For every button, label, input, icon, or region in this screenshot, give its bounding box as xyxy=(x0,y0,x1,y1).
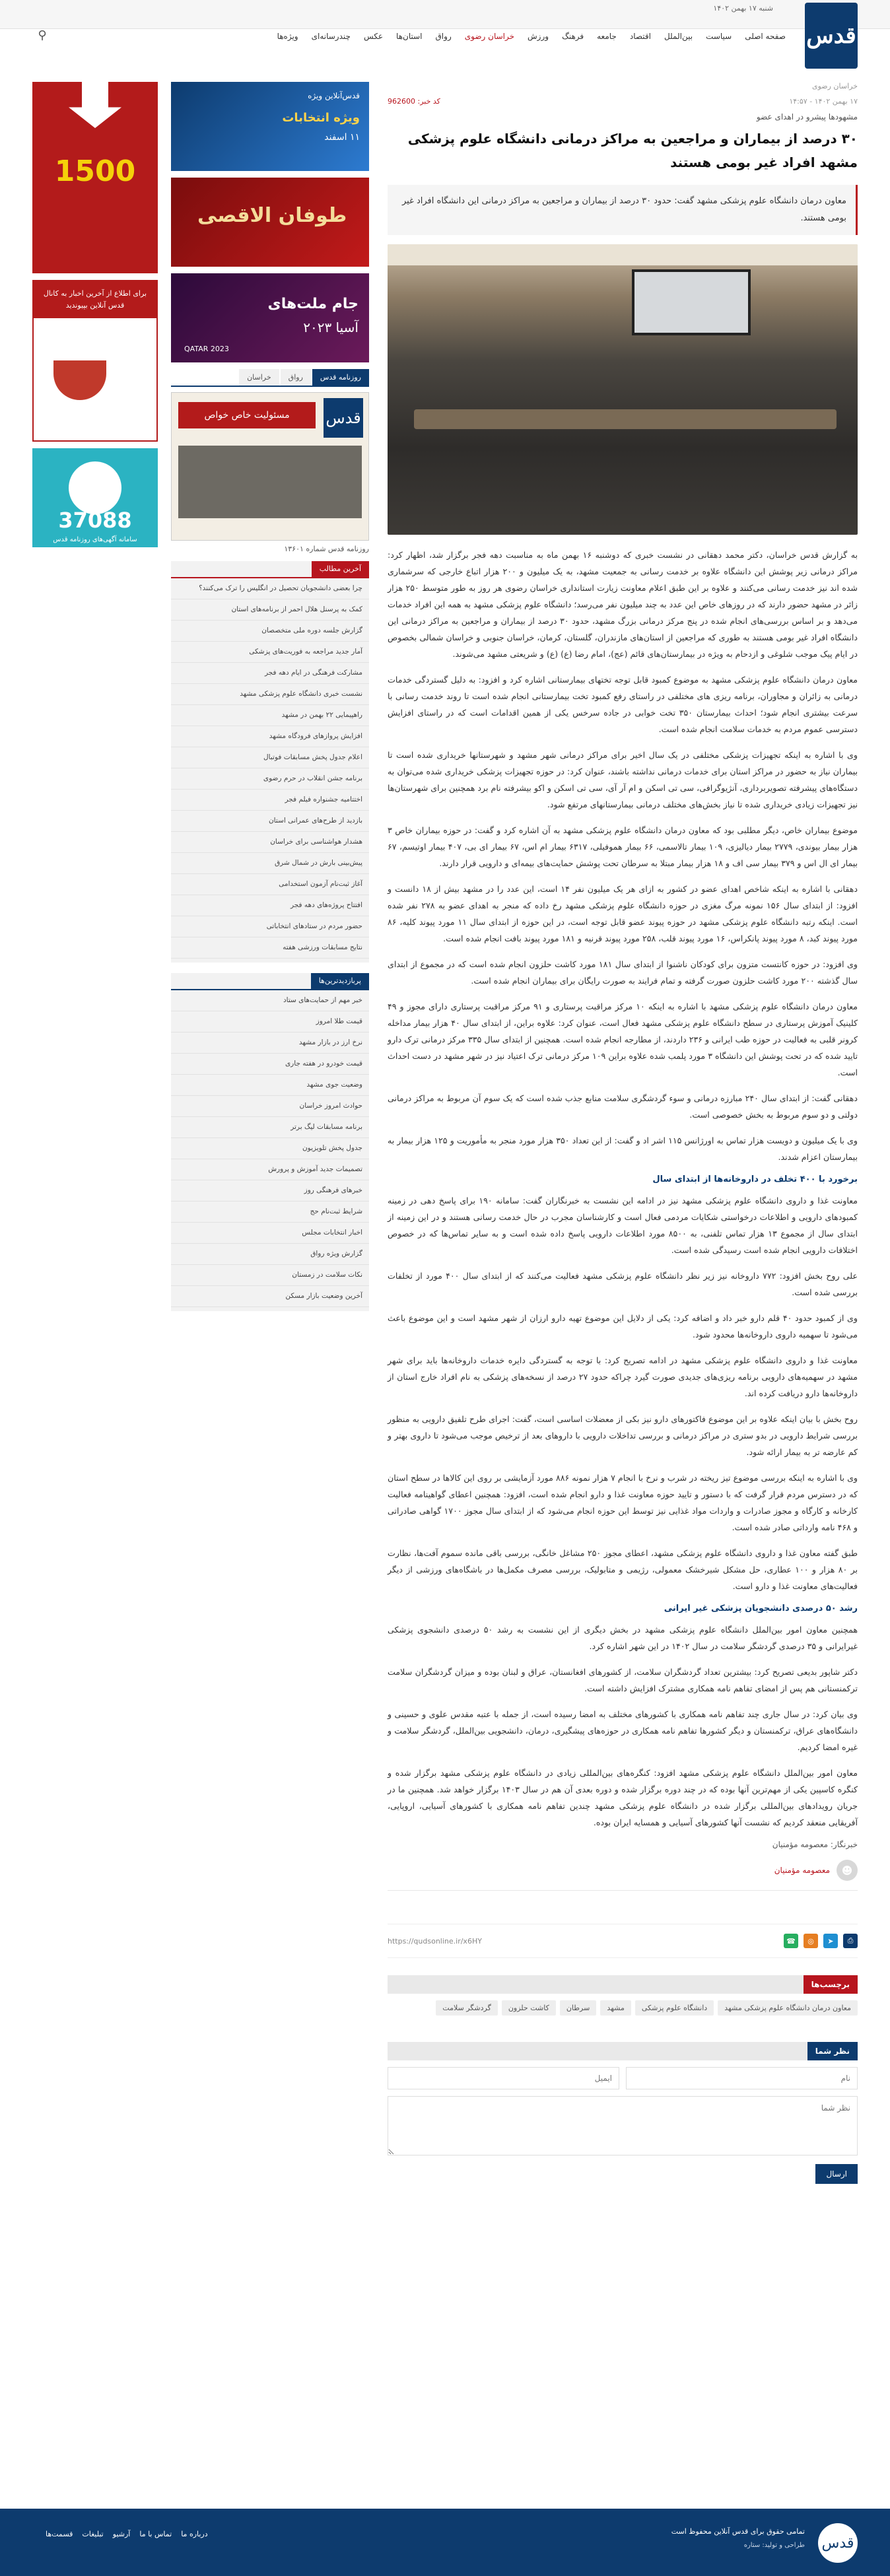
breadcrumb[interactable]: خراسان رضوی xyxy=(811,82,858,90)
list-item[interactable]: راهپیمایی ۲۲ بهمن در مشهد xyxy=(171,705,369,726)
body-paragraph: دهقانی با اشاره به اینکه شاخص اهدای عضو در کشور به ازای هر یک میلیون نفر ۱۴ است، این عدد را در مشهد بیش از ۱۸ دانست و افزود: از ابتدای سال ۱۵۶ نمونه مرگ مغزی در حوزه دانشگاه علوم پزشکی مشهد رخ داده که منجر به اهدای عضو به ۲۷۸ نفر شده است. اینکه رتبه دانشگاه علوم پزشکی مشهد در حوزه پیوند عضو قابل توجه است، در این حوزه از ابتدای سال ۱۱ مورد پیوند کلیه، ۸۶ مورد پیوند کبد، ۸ مورد پیوند پانکراس، ۱۶ مورد پیوند قلب، ۲۵۸ مورد پیوند قرنیه و ۱۸۱ مورد پیوند بافت انجام شده است. xyxy=(388,884,858,943)
whatsapp-icon[interactable]: ☎ xyxy=(784,1934,798,1948)
body-paragraph: وی با اشاره به اینکه بررسی موضوع تیز ریخته در شرب و نرخ با انجام ۷ هزار نمونه ۸۸۶ مورد آزمایشی بر روی این کالاها در سطح استان که در دسترس مردم قرار گرفت که با دستور و تایید حوزه معاونت غذا و دارو انجام شده است، افزود: همچنین اعطای گواهینامه فعالیت کارخانه و کارگاه و مجوز صادرات و واردات مواد غذایی نیز توسط این حوزه انجام می‌شود که از ابتدای سال مجوز ۱۷۰۰ گواهی صادراتی و ۴۶۸ نامه وارداتی صادر شده است. xyxy=(388,1473,858,1532)
avatar: ☻ xyxy=(837,1860,858,1881)
search-icon[interactable]: ⚲ xyxy=(38,28,47,42)
list-item[interactable]: اختتامیه جشنواره فیلم فجر xyxy=(171,790,369,811)
popular-list xyxy=(171,990,369,1307)
footer-link[interactable]: تماس با ما xyxy=(139,2530,172,2538)
newspaper-tab[interactable]: رواق xyxy=(281,369,311,386)
body-paragraph: وی با یک میلیون و دویست هزار تماس به اورژانس ۱۱۵ اشر اد و گفت: از این تعداد ۳۵۰ هزار مورد منجر به مأموریت و ۱۲۵ هزار بیمار به بیمارستان اعزام شدند. xyxy=(388,1135,858,1162)
list-item[interactable]: بازدید از طرح‌های عمرانی استان xyxy=(171,811,369,832)
nav-item[interactable]: چندرسانه‌ای xyxy=(311,32,351,41)
list-item[interactable]: چرا بعضی دانشجویان تحصیل در انگلیس را ترک می‌کنند؟ xyxy=(171,578,369,599)
short-link[interactable]: https://qudsonline.ir/x6HY xyxy=(388,1936,482,1946)
latest-title: آخرین مطالب xyxy=(312,561,369,577)
nav-item[interactable]: استان‌ها xyxy=(396,32,423,41)
photo-screen xyxy=(632,269,751,335)
name-field[interactable] xyxy=(626,2067,858,2089)
newspaper-photo xyxy=(178,446,362,518)
ad-banner-election[interactable]: قدس‌آنلاین ویژه ویژه انتخابات ۱۱ اسفند xyxy=(171,82,369,171)
nav-item[interactable]: اقتصاد xyxy=(629,32,651,41)
tag-item[interactable]: سرطان xyxy=(560,2000,596,2016)
popular-title: پربازدیدترین‌ها xyxy=(311,973,369,989)
footer-link[interactable]: قسمت‌ها xyxy=(46,2530,73,2538)
article-lead: معاون درمان دانشگاه علوم پزشکی مشهد گفت: حدود ۳۰ درصد از بیماران و مراجعین به مراکز درمانی این دانشگاه افراد غیر بومی هستند. xyxy=(388,185,858,235)
tags-list xyxy=(388,2000,858,2016)
footer-links xyxy=(46,2530,208,2538)
nav-item[interactable]: سیاست xyxy=(706,32,732,41)
newspaper-tab[interactable]: روزنامه قدس xyxy=(312,369,369,386)
nav-item[interactable]: ویژه‌ها xyxy=(277,32,298,41)
arrow-icon xyxy=(69,82,121,128)
body-paragraphs-3 xyxy=(388,1621,858,1831)
list-item[interactable]: افزایش پروازهای فرودگاه مشهد xyxy=(171,726,369,747)
list-item[interactable]: قیمت طلا امروز xyxy=(171,1011,369,1033)
body-paragraphs-2 xyxy=(388,1192,858,1594)
subheading-1: برخورد با ۴۰۰ تخلف در داروخانه‌ها از ابتدای سال xyxy=(652,1174,858,1184)
body-paragraph: معاون درمان دانشگاه علوم پزشکی مشهد با اشاره به اینکه ۱۰ مرکز مراقبت پرستاری و ۹۱ مرکز مراقبت پرستاری دارای مجوز و ۴۹ کلینیک آموزش پرستاری در سطح دانشگاه علوم پزشکی مشهد فعال است، عنوان کرد: علاوه براین، از ابتدای سال ۴۰ هزار بیمار مداخله کرونر قلبی به فعالیت در حوزه طب ایرانی و ۲۳۶ داردند، از مطارجه انجام شده است. همچنین از ابتدای سال ۳۳۵ مرکز درمانی ترک دارو تایید شده که در تحت پوشش این دانشگاه ۳ مورد پلمب شده علاوه براین ۱۰۹ مرکز درمانی ترک اعتیاد نیز در شهر مشهد در دست احداث است. xyxy=(388,1001,858,1077)
ad-1500[interactable]: 1500 xyxy=(32,82,158,273)
body-paragraph: وی بیان کرد: در سال جاری چند تفاهم نامه همکاری با کشورهای مختلف به امضا رسیده است، از جمله با عتبه مقدس علوی و حسینی و دانشگاه‌های عراق، ترکمنستان و دیگر کشورها تفاهم نامه همکاری در حوزه‌های پیشگیری، درمان، دانشجویی بین‌الملل، گردشگر سلامت و غیره امضا کردیم. xyxy=(388,1709,858,1752)
share-bar xyxy=(388,1924,858,1958)
nav-item[interactable]: ورزش xyxy=(528,32,549,41)
photo-table xyxy=(414,409,837,429)
nav-item[interactable]: فرهنگ xyxy=(562,32,584,41)
article-photo xyxy=(388,244,858,535)
tag-item[interactable]: دانشگاه علوم پزشکی xyxy=(635,2000,714,2016)
face-icon xyxy=(69,461,121,514)
email-field[interactable] xyxy=(388,2067,619,2089)
nav-item[interactable]: رواق xyxy=(435,32,452,41)
list-item[interactable]: نشست خبری دانشگاه علوم پزشکی مشهد xyxy=(171,684,369,705)
footer xyxy=(0,2509,890,2576)
body-paragraph: روح بخش با بیان اینکه علاوه بر این موضوع فاکتور‌های دارو نیز بکی از معضلات اساسی است، گفت: اجرای طرح تلفیق دارویی به منظور بررسی شرایط دارویی در بدو ستری در مراکز درمانی و بررسی تداخلات دارویی با داروهای بعد از ترخیص موجب می‌شود تا داروی بهتر و کم عارضه تر به بیمار ارائه شود. xyxy=(388,1414,858,1457)
list-item[interactable]: گزارش جلسه دوره ملی متخصصان xyxy=(171,621,369,642)
body-paragraph: دکتر شاپور بدیعی تصریح کرد: بیشترین تعداد گردشگران سلامت، از کشورهای افغانستان، عراق و لبنان بوده و میزان گردشگران سلامت ترکمنستانی هم پس از امضای تفاهم نامه همکاری مشترک افزایش داشته است. xyxy=(388,1667,858,1693)
newspaper-tabs xyxy=(171,369,369,387)
tags-title: برچسب‌ها xyxy=(388,1975,858,1994)
ad-telegram-channel[interactable]: برای اطلاع از آخرین اخبار به کانال قدس آنلاین بپیوندید xyxy=(32,280,158,442)
popular-box xyxy=(171,973,369,1311)
photo-ceiling xyxy=(388,244,858,265)
comment-textarea[interactable] xyxy=(388,2096,858,2155)
footer-link[interactable]: تبلیغات xyxy=(82,2530,104,2538)
body-paragraph: علی روح بخش افزود: ۷۷۲ داروخانه نیز زیر نظر دانشگاه علوم پزشکی مشهد فعالیت می‌کنند که از ابتدای سال ۴۰۰ مورد از تخلفات بررسی شده است. xyxy=(388,1271,858,1297)
body-paragraph: به گزارش قدس خراسان، دکتر محمد دهقانی در نشست خبری که دوشنبه ۱۶ بهمن ماه به مناسبت دهه فجر برگزار شد، اظهار کرد: مراکز درمانی زیر پوشش این دانشگاه علاوه بر خدمت رسانی به جمعیت مشهد، به یک میلیون و ۲۰۰ هزار اتباع خارجی که سرشماری شده اند نیز خدمت رسانی می‌کنند و علاوه بر این طبق اعلام معاونت زیارت استانداری خراسان رضوی هر روز به طور متوسط ۲۵۰ هزار زائر در مشهد حضور دارند که در روزهای خاص این عدد به چند میلیون نفر می‌رسد؛ دانشگاه علوم پزشکی مشهد به همه این افراد خدمات می‌دهد و بر اساس بررسی‌های انجام شده در پنج مرکز درمانی بزرگ مشهد، حدود ۳۰ درصد از بیماران و مراجعین به مراکز درمانی این دانشگاه افراد غیر بومی هستند به طوری که مراجعین از استان‌های مازندران، گلستان، کرمان، خراسان جنوبی و خراسان شمالی بخصوص در ایام پیک موجب شلوغی و ازدحام به ویژه در بیمارستان‌های قائم (عج)، امام رضا (ع) (ع) و شریعتی مشهد می‌شوند. xyxy=(388,550,858,659)
list-item[interactable]: حوادث امروز خراسان xyxy=(171,1096,369,1117)
nav-item[interactable]: صفحه اصلی xyxy=(745,32,786,41)
author-name[interactable]: معصومه مؤمنیان xyxy=(774,1866,830,1875)
list-item[interactable]: هشدار هواشناسی برای خراسان xyxy=(171,832,369,853)
main-nav xyxy=(271,28,792,45)
body-paragraph: معاونت غذا و داروی دانشگاه علوم پزشکی مشهد نیز در ادامه این نشست به خبرنگاران گفت: سامانه ۱۹۰ برای پاسخ دهی در زمینه کمبودهای دارویی و اطلاعات درخواستی شکایات مردمی فعال است و کارشناسان مجرب در حال خدمت رسانی هستند و در این زمینه از ابتدای سال از مجموع ۱۳ هزار تماس تلفنی، به ۸۵۰۰ مورد اطلاعات دارویی پاسخ داده شده است و به سایر تماس‌ها که در خصوص اختلافات دارویی انجام شده است رسیدگی شده است. xyxy=(388,1196,858,1255)
list-item[interactable]: آغاز ثبت‌نام آزمون استخدامی xyxy=(171,874,369,895)
list-item[interactable]: آخرین وضعیت بازار مسکن xyxy=(171,1286,369,1307)
body-paragraph: طبق گفته معاون غذا و داروی دانشگاه علوم پزشکی مشهد، اعطای مجوز ۲۵۰ مشاغل خانگی، بررسی باقی مانده سموم آفت‌ها، نظارت بر ۸۰ هزار و ۱۰۰ عطاری، حل مشکل شیرخشک معمولی، رژیمی و متابولیک، بررسی مصرف مکمل‌ها در باشگاه‌های ورزشی از دیگر فعالیت‌های معاونت غذا و دارو است. xyxy=(388,1548,858,1591)
list-item[interactable]: افتتاح پروژه‌های دهه فجر xyxy=(171,895,369,916)
body-paragraph: دهقانی گفت: از ابتدای سال ۲۴۰ مبارزه درمانی و سوء گردشگری سلامت منابع جذب شده است که یک سوم آن مربوط به مراکز درمانی دولتی و دو سوم مربوط به بخش خصوصی است. xyxy=(388,1093,858,1120)
list-item[interactable]: پیش‌بینی بارش در شمال شرق xyxy=(171,853,369,874)
ad-banner-aqsa[interactable]: طوفان الاقصی xyxy=(171,178,369,267)
body-paragraph: موضوع بیماران خاص، دیگر مطلبی بود که معاون درمان دانشگاه علوم پزشکی مشهد به آن اشاره کرد و گفت: در حوزه بیماران خاص ۳ هزار بیمار بیوندی، ۲۷۷۹ بیمار دیالیزی، ۱۰۹ بیمار تالاسمی، ۶۶ بیمار هموفیلی، ۶۳۱۷ بیمار ام اس، ۶۷ بیمار ای بی، ۴۰۷ بیمار اوتیسم، ۶۷ بیمار ای ال اس و ۳۷۹ بیمار سی اف و ۱۸ هزار بیمار مبتلا به سرطان تحت پوشش حمایت‌های بیمه‌ای و دارویی قرار دارند. xyxy=(388,825,858,868)
list-item[interactable]: تصمیمات جدید آموزش و پرورش xyxy=(171,1159,369,1180)
share-icons xyxy=(784,1934,858,1948)
body-paragraph: وی از کمبود حدود ۴۰ قلم دارو خبر داد و اضافه کرد: یکی از دلایل این موضوع تهیه دارو ارزان از شهر مشهد است و این موضوع باعث می‌شود تا سهمیه داروی داروخانه‌ها محدود شود. xyxy=(388,1313,858,1339)
footer-copyright: تمامی حقوق برای قدس آنلاین محفوظ است xyxy=(671,2527,805,2536)
body-paragraph: معاونت غذا و داروی دانشگاه علوم پزشکی مشهد در ادامه تصریح کرد: با توجه به گستردگی دایره خدمات داروخانه‌ها باید برای شهر مشهد در سهمیه‌های دارویی برنامه ریزی‌های جدیدی صورت گیرد چراکه حدود ۲۷ درصد از نسخه‌های پزشکی به نام افراد خارج استان از داروخانه‌ها دارو دریافت کرده اند. xyxy=(388,1355,858,1398)
list-item[interactable]: حضور مردم در ستادهای انتخاباتی xyxy=(171,916,369,937)
body-paragraph: معاون درمان دانشگاه علوم پزشکی مشهد به موضوع کمبود قابل توجه تختهای بیمارستانی اشاره کرد و افزود: به دلیل گستردگی خدمات درمانی به زائران و مجاوران، برنامه ریزی های مختلفی در راستای رفع کمبود تخت بیمارستانی انجام شده است تا روند خدمت رسانی با سرعت بیشتری انجام شود؛ احداث بیمارستان ۳۵۰ تخت خوابی در جاده سرخس یکی از همین اقدامات است که در راستای افزایش دسترسی عموم مردم به خدمات سلامت انجام شده است. xyxy=(388,675,858,734)
list-item[interactable]: برنامه مسابقات لیگ برتر xyxy=(171,1117,369,1138)
top-date: شنبه ۱۷ بهمن ۱۴۰۲ xyxy=(713,4,773,13)
list-item[interactable]: جدول پخش تلویزیون xyxy=(171,1138,369,1159)
article-meta xyxy=(388,97,858,106)
list-item[interactable]: کمک به پرسنل هلال احمر از برنامه‌های استان xyxy=(171,599,369,621)
list-item[interactable]: برنامه جشن انقلاب در حرم رضوی xyxy=(171,768,369,790)
list-item[interactable]: آمار جدید مراجعه به فوریت‌های پزشکی xyxy=(171,642,369,663)
list-item[interactable]: گزارش ویژه رواق xyxy=(171,1244,369,1265)
body-paragraph: وی با اشاره به اینکه تجهیزات پزشکی مختلفی در یک سال اخیر برای مراکز درمانی شهر مشهد و شهرستانها خریداری شده است تا بیماران نیاز به حضور در مراکز استان برای خدمات درمانی نداشته باشند، عنوان کرد: در حوزه تجهیزات پزشکی خریداری شده می‌توان به دستگاه‌های پیشرفته تصویربرداری، آنژیوگرافی، سی تی اسکن و ام آر آی، سی تی اسکن و اکو بیشرفته نام برد همچنین برای شهرستان‌ها نیز تجهیزات زیادی خریداری شده تا نیاز بخش‌های مختلف درمانی بیمارستانهای مرتفع شود. xyxy=(388,750,858,809)
comment-title: نظر شما xyxy=(388,2042,858,2060)
newspaper-tab[interactable]: خراسان xyxy=(239,369,279,386)
list-item[interactable]: قیمت خودرو در هفته جاری xyxy=(171,1054,369,1075)
nav-item[interactable]: خراسان رضوی xyxy=(464,32,515,41)
body-paragraph: وی افزود: در حوزه کانتست متزون برای کودکان ناشنوا از ابتدای سال ۱۸۱ مورد کاشت حلزون انجام شده است که در مجموع از ابتدای سال گذشته ۲۰۰ مورد کاشت حلزون صورت گرفته و تمام فرایند به صورت رایگان برای بیماران انجام شده است. xyxy=(388,959,858,986)
newspaper-headline: مسئولیت خاص خواص xyxy=(178,402,316,428)
list-item[interactable]: اعلام جدول پخش مسابقات فوتبال xyxy=(171,747,369,768)
body-paragraph: همچنین معاون امور بین‌الملل دانشگاه علوم پزشکی مشهد در بخش دیگری از این نشست به رشد ۵۰ درصدی دانشجوی پزشکی غیرایرانی و ۳۵ درصدی گردشگر سلامت در سال ۱۴۰۲ در این شهر اشاره کرد. xyxy=(388,1625,858,1651)
body-paragraph: معاون امور بین‌الملل دانشگاه علوم پزشکی مشهد افزود: کنگره‌های بین‌المللی زیادی در دانشگاه علوم پزشکی مشهد برگزار شده و کنگره کاسپین یکی از مهم‌ترین آنها بوده که در چند دوره برگزار شده و دوره بعدی آن هم در سال ۱۴۰۳ برگزار خواهد شد. همچنین ما در جریان رویداد‌های بین‌المللی برگزار شده در دانشگاه علوم پزشکی مشهد چندین تفاهم نامه همکاری با کشورهای آسیایی، اروپایی، آفریقایی منعقد کردیم که نشست آنها کشورهای آسیایی و همسایه ایران بوده. xyxy=(388,1768,858,1827)
footer-link[interactable]: آرشیو xyxy=(112,2530,131,2538)
list-item[interactable]: نرخ ارز در بازار مشهد xyxy=(171,1033,369,1054)
newspaper-cover[interactable] xyxy=(171,392,369,541)
rss-icon[interactable]: ◎ xyxy=(804,1934,818,1948)
footer-link[interactable]: درباره ما xyxy=(181,2530,208,2538)
subheading-2: رشد ۵۰ درصدی دانشجویان پزشکی غیر ایرانی xyxy=(664,1604,858,1613)
article-code: کد خبر: 962600 xyxy=(388,97,440,106)
newspaper-masthead: قدس xyxy=(324,398,363,438)
article-main xyxy=(388,82,858,2184)
reporter-line: خبرنگار: معصومه مؤمنیان xyxy=(772,1840,858,1849)
comment-fields xyxy=(388,2067,858,2089)
list-item[interactable]: خبر مهم از حمایت‌های ستاد xyxy=(171,990,369,1011)
footer-logo[interactable]: قدس xyxy=(818,2523,858,2563)
article-rutitr: مشهودها پیشرو در اهدای عضو xyxy=(756,112,858,121)
list-item[interactable]: خبرهای فرهنگی روز xyxy=(171,1180,369,1202)
ads-column xyxy=(32,82,158,554)
newspaper-caption[interactable]: روزنامه قدس شماره ۱۳۶۰۱ xyxy=(284,545,369,553)
send-button[interactable]: ارسال xyxy=(815,2164,858,2184)
list-item[interactable]: شرایط ثبت‌نام حج xyxy=(171,1202,369,1223)
list-item[interactable]: مشارکت فرهنگی در ایام دهه فجر xyxy=(171,663,369,684)
body-paragraphs-1 xyxy=(388,547,858,1165)
tag-item[interactable]: مشهد xyxy=(600,2000,631,2016)
article-body xyxy=(388,547,858,1831)
list-item[interactable]: نکات سلامت در زمستان xyxy=(171,1265,369,1286)
print-icon[interactable]: ⎙ xyxy=(843,1934,858,1948)
tag-item[interactable]: کاشت حلزون xyxy=(502,2000,556,2016)
side-column xyxy=(171,82,369,1322)
list-item[interactable]: وضعیت جوی مشهد xyxy=(171,1075,369,1096)
top-bar xyxy=(0,0,890,29)
tag-item[interactable]: معاون درمان دانشگاه علوم پزشکی مشهد xyxy=(718,2000,858,2016)
header xyxy=(32,22,858,69)
nav-item[interactable]: بین‌الملل xyxy=(664,32,693,41)
tag-item[interactable]: گردشگر سلامت xyxy=(436,2000,498,2016)
tea-cup-icon xyxy=(53,360,106,400)
ad-37088[interactable]: 37088 سامانه آگهی‌های روزنامه قدس xyxy=(32,448,158,547)
list-item[interactable]: اخبار انتخابات مجلس xyxy=(171,1223,369,1244)
telegram-icon[interactable]: ➤ xyxy=(823,1934,838,1948)
article-title: ۳۰ درصد از بیماران و مراجعین به مراکز درمانی دانشگاه علوم پزشکی مشهد افراد غیر بومی هستند xyxy=(407,131,858,170)
nav-item[interactable]: جامعه xyxy=(597,32,617,41)
latest-list xyxy=(171,578,369,959)
footer-credit: طراحی و تولید: ستاره xyxy=(743,2542,805,2549)
latest-box xyxy=(171,561,369,963)
list-item[interactable]: نتایج مسابقات ورزشی هفته xyxy=(171,937,369,959)
site-logo[interactable]: قدس xyxy=(805,3,858,69)
author-box xyxy=(388,1860,858,1891)
ad-banner-asian-cup[interactable]: جام ملت‌های آسیا ۲۰۲۳ QATAR 2023 xyxy=(171,273,369,362)
nav-item[interactable]: عکس xyxy=(363,32,384,41)
article-date: ۱۷ بهمن ۱۴۰۲ - ۱۴:۵۷ xyxy=(789,97,858,106)
